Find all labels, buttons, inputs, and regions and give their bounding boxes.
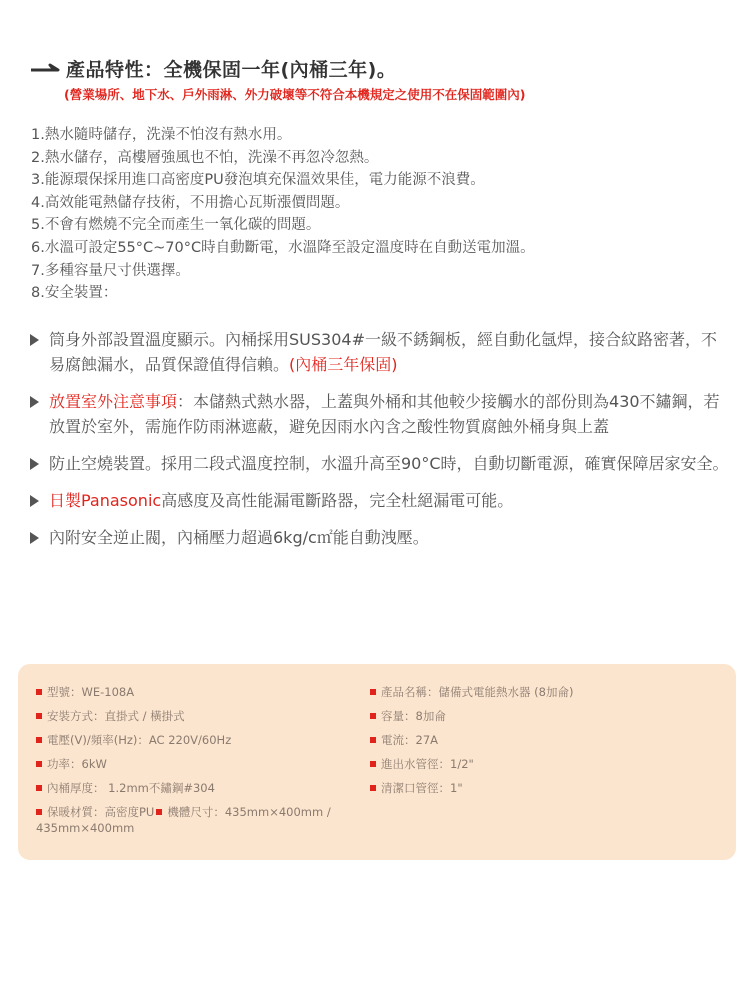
square-bullet-icon — [370, 689, 376, 695]
feature-item: 4.高效能電熱儲存技術，不用擔心瓦斯漲價問題。 — [31, 194, 350, 211]
bullet-text — [49, 389, 730, 439]
spec-thickness — [36, 780, 215, 796]
square-bullet-icon — [36, 809, 42, 815]
spec-power — [36, 756, 107, 772]
square-bullet-icon — [370, 737, 376, 743]
spec-product-name — [370, 684, 573, 700]
square-bullet-icon — [36, 785, 42, 791]
spec-value: 進出水管徑：1/2" — [381, 757, 474, 771]
triangle-bullet-icon — [30, 532, 39, 544]
spec-value: 清潔口管徑：1" — [381, 781, 463, 795]
spec-value: 保暖材質：高密度PU — [47, 805, 155, 819]
square-bullet-icon — [36, 737, 42, 743]
spec-value: 容量：8加侖 — [381, 709, 446, 723]
panasonic-highlight: 日製Panasonic — [49, 491, 162, 510]
warranty-note: (營業場所、地下水、戶外雨淋、外力破壞等不符合本機規定之使用不在保固範圍內) — [64, 87, 526, 102]
outdoor-notice-heading: 放置室外注意事項 — [49, 392, 178, 411]
spec-drain — [370, 780, 463, 796]
bullet-body: 筒身外部設置溫度顯示。內桶採用SUS304#一級不銹鋼板，經自動化氬焊，接合紋路密著，不易腐蝕漏水，品質保證值得信賴。 — [49, 330, 717, 374]
spec-value: 產品名稱：儲備式電能熱水器 (8加侖) — [381, 685, 574, 699]
safety-item-temperature-display — [30, 327, 730, 377]
spec-value: 電流：27A — [381, 733, 438, 747]
safety-item-dry-fire — [30, 451, 730, 476]
safety-item-check-valve — [30, 525, 730, 550]
bullet-text: 內附安全逆止閥，內桶壓力超過6kg/c㎡能自動洩壓。 — [49, 528, 429, 547]
spec-value: 安裝方式：直掛式 / 橫掛式 — [47, 709, 185, 723]
square-bullet-icon — [370, 761, 376, 767]
header — [30, 55, 525, 103]
spec-install — [36, 708, 185, 724]
spec-value: 型號：WE-108A — [47, 685, 135, 699]
bullet-text: 防止空燒裝置。採用二段式溫度控制，水溫升高至90°C時，自動切斷電源，確實保障居家安全。 — [49, 454, 729, 473]
spec-value: 機體尺寸：435mm×400mm / 435mm×400mm — [36, 805, 331, 835]
feature-item: 5.不會有燃燒不完全而產生一氧化碳的問題。 — [31, 217, 321, 234]
square-bullet-icon — [36, 761, 42, 767]
safety-item-breaker — [30, 488, 730, 513]
feature-item: 1.熱水隨時儲存，洗澡不怕沒有熱水用。 — [31, 127, 292, 143]
feature-item: 7.多種容量尺寸供選擇。 — [31, 262, 190, 279]
bullet-body: 高感度及高性能漏電斷路器，完全杜絕漏電可能。 — [161, 491, 514, 510]
square-bullet-icon — [36, 689, 42, 695]
square-bullet-icon — [36, 713, 42, 719]
triangle-bullet-icon — [30, 334, 39, 346]
spec-pipe — [370, 756, 474, 772]
arrow-right-icon — [30, 61, 60, 75]
spec-current — [370, 732, 438, 748]
safety-item-outdoor-notice — [30, 389, 730, 439]
spec-value: 電壓(V)/頻率(Hz)：AC 220V/60Hz — [47, 733, 232, 747]
page-title: 產品特性：全機保固一年(內桶三年)。 — [66, 58, 397, 81]
triangle-bullet-icon — [30, 495, 39, 507]
spec-material-size — [36, 804, 336, 836]
square-bullet-icon — [156, 809, 162, 815]
bullet-text — [49, 327, 730, 377]
spec-voltage — [36, 732, 231, 748]
feature-item: 2.熱水儲存，高樓層強風也不怕，洗澡不再忽冷忽熱。 — [31, 149, 379, 166]
feature-list — [31, 124, 535, 305]
spec-model — [36, 684, 134, 700]
title-row — [30, 55, 525, 81]
spec-value: 內桶厚度： 1.2mm不鏽鋼#304 — [47, 781, 215, 795]
square-bullet-icon — [370, 713, 376, 719]
safety-bullet-list — [30, 327, 730, 550]
square-bullet-icon — [370, 785, 376, 791]
spec-panel — [18, 664, 736, 860]
feature-item: 3.能源環保採用進口高密度PU發泡填充保溫效果佳，電力能源不浪費。 — [31, 172, 485, 189]
triangle-bullet-icon — [30, 396, 39, 408]
bullet-text — [49, 488, 513, 513]
spec-value: 功率：6kW — [47, 757, 107, 771]
feature-item: 8.安全裝置： — [31, 285, 118, 302]
feature-item: 6.水溫可設定55°C~70°C時自動斷電，水溫降至設定溫度時在自動送電加溫。 — [31, 239, 535, 256]
bullet-body: ：本儲熱式熱水器，上蓋與外桶和其他較少接觸水的部份則為430不鏽鋼，若放置於室外，需施作防雨淋遮蔽，避免因雨水內含之酸性物質腐蝕外桶身與上蓋 — [49, 392, 720, 436]
spec-capacity — [370, 708, 446, 724]
warranty-highlight: (內桶三年保固) — [289, 355, 398, 374]
triangle-bullet-icon — [30, 458, 39, 470]
